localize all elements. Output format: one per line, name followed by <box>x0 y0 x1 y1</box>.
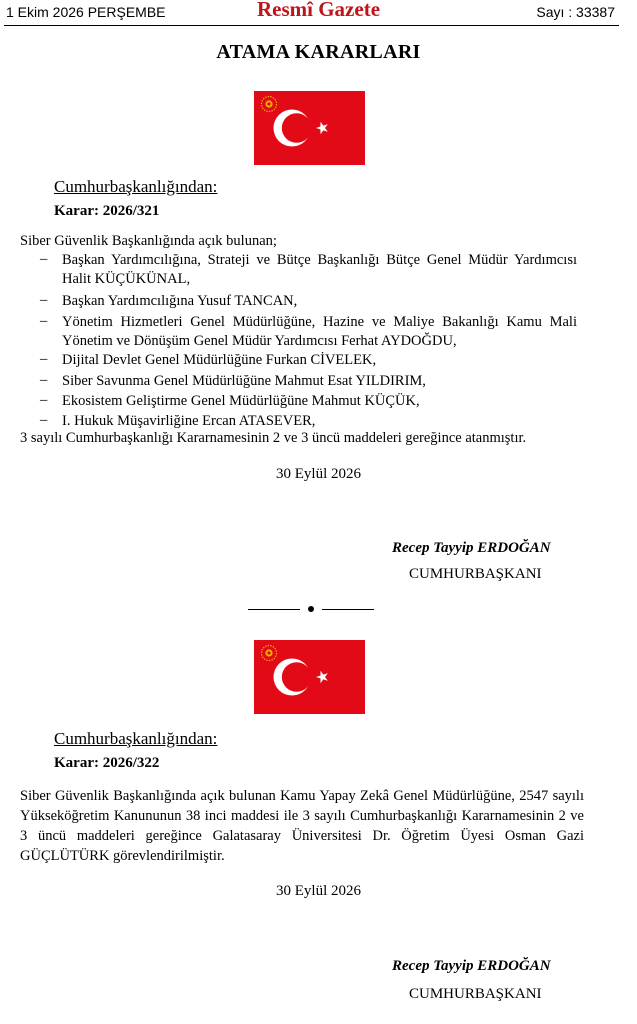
list-item: Siber Savunma Genel Müdürlüğüne Mahmut Esat YILDIRIM, <box>62 373 426 389</box>
decree-intro: Siber Güvenlik Başkanlığında açık bulunan; <box>20 233 277 249</box>
list-item: Ekosistem Geliştirme Genel Müdürlüğüne Mahmut KÜÇÜK, <box>62 393 420 409</box>
decree-number: Karar: 2026/322 <box>54 755 160 771</box>
separator-line <box>322 609 374 610</box>
issuer-heading: Cumhurbaşkanlığından: <box>54 177 218 196</box>
issue-number: Sayı : 33387 <box>536 4 615 20</box>
decree-closing: 3 sayılı Cumhurbaşkanlığı Kararnamesinin 2 ve 3 üncü maddeleri gereğince atanmıştır. <box>20 430 527 446</box>
list-bullet: – <box>40 292 48 308</box>
list-item: I. Hukuk Müşavirliğine Ercan ATASEVER, <box>62 413 316 429</box>
decree-date: 30 Eylül 2026 <box>276 883 361 899</box>
list-item: Başkan Yardımcılığına, Strateji ve Bütçe Başkanlığı Bütçe Genel Müdür Yardımcısı Halit KÜÇÜKÜNAL, <box>62 252 577 287</box>
separator-dot <box>308 606 314 612</box>
decree-separator <box>248 606 374 614</box>
list-bullet: – <box>40 412 48 428</box>
header-rule <box>4 25 619 26</box>
decree-date: 30 Eylül 2026 <box>276 466 361 482</box>
issuer-heading: Cumhurbaşkanlığından: <box>54 729 218 748</box>
list-bullet: – <box>40 392 48 408</box>
turkish-flag-icon <box>254 640 365 714</box>
list-item: Dijital Devlet Genel Müdürlüğüne Furkan CİVELEK, <box>62 352 377 368</box>
signatory-title: CUMHURBAŞKANI <box>409 566 542 582</box>
separator-line <box>248 609 300 610</box>
list-bullet: – <box>40 372 48 388</box>
issue-date: 1 Ekim 2026 PERŞEMBE <box>6 4 166 20</box>
list-bullet: – <box>40 313 48 329</box>
decree-body: Siber Güvenlik Başkanlığında açık bulunan Kamu Yapay Zekâ Genel Müdürlüğüne, 2547 sayılı Yükseköğretim Kanununun 38 inci maddesi ile 3 sayılı Cumhurbaşkanlığı Kararnamesinin 2 ve 3 üncü maddeleri gereğince Galatasaray Üniversitesi Dr. Öğretim Üyesi Osman Gazi GÜÇLÜTÜRK görevlendirilmiştir. <box>20 788 584 864</box>
signatory-title: CUMHURBAŞKANI <box>409 986 542 1002</box>
gazette-header <box>0 0 637 25</box>
turkish-flag-icon <box>254 91 365 165</box>
signatory-name: Recep Tayyip ERDOĞAN <box>392 540 551 556</box>
page-title: ATAMA KARARLARI <box>216 41 421 63</box>
list-item: Başkan Yardımcılığına Yusuf TANCAN, <box>62 293 298 309</box>
list-bullet: – <box>40 351 48 367</box>
signatory-name: Recep Tayyip ERDOĞAN <box>392 958 551 974</box>
gazette-title: Resmî Gazete <box>256 0 381 21</box>
list-bullet: – <box>40 251 48 267</box>
list-item: Yönetim Hizmetleri Genel Müdürlüğüne, Hazine ve Maliye Bakanlığı Kamu Mali Yönetim ve Dönüşüm Genel Müdür Yardımcısı Ferhat AYDOĞDU, <box>62 314 577 349</box>
decree-number: Karar: 2026/321 <box>54 203 160 219</box>
